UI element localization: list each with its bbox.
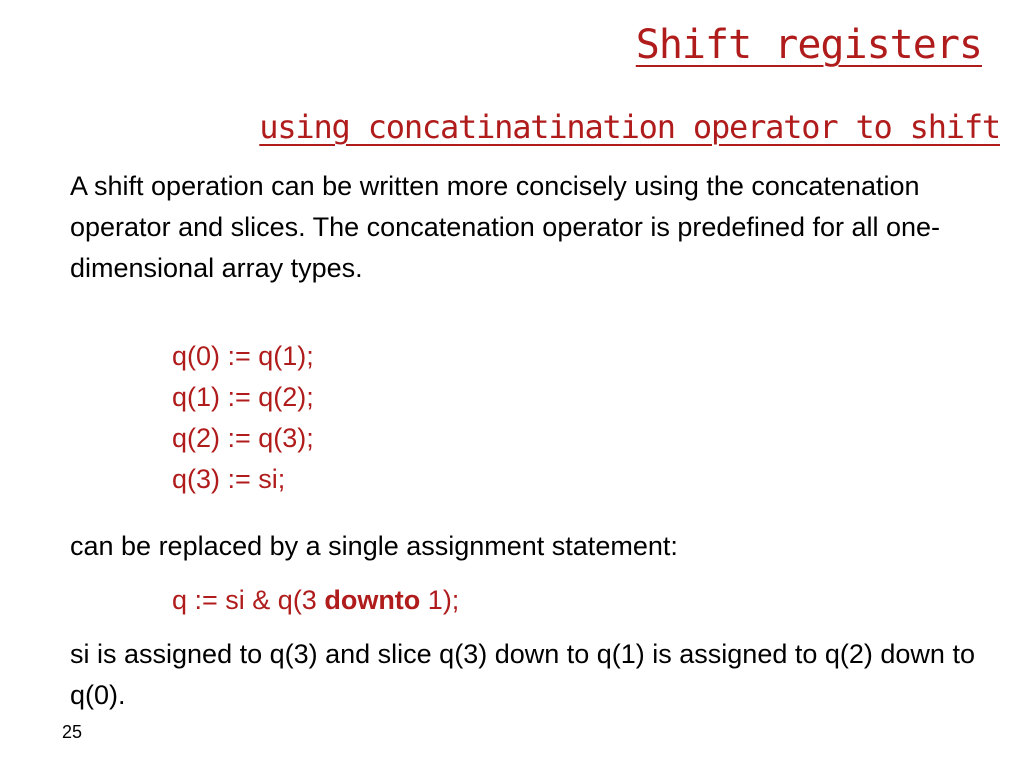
page-number: 25	[62, 722, 83, 742]
code-line: q(0) := q(1);	[172, 341, 314, 371]
code-line: q(2) := q(3);	[172, 423, 314, 453]
statement-after-keyword: 1);	[420, 585, 460, 615]
slide-title: Shift registers	[635, 22, 982, 68]
intro-paragraph: A shift operation can be written more concisely using the concatenation operator and slices. The concatenation operator is predefined for all one-dimensional array types.	[70, 171, 941, 283]
replace-paragraph: can be replaced by a single assignment statement:	[70, 531, 678, 561]
code-line: q(1) := q(2);	[172, 382, 314, 412]
statement-before-keyword: q := si & q(3	[172, 585, 325, 615]
explanation-paragraph: si is assigned to q(3) and slice q(3) down to q(1) is assigned to q(2) down to q(0).	[70, 639, 975, 710]
downto-keyword: downto	[324, 585, 421, 615]
code-line: q(3) := si;	[172, 464, 286, 494]
slide-subtitle: using concatinatination operator to shift	[259, 108, 1000, 146]
code-block	[172, 336, 314, 500]
single-assignment-statement	[172, 580, 459, 621]
